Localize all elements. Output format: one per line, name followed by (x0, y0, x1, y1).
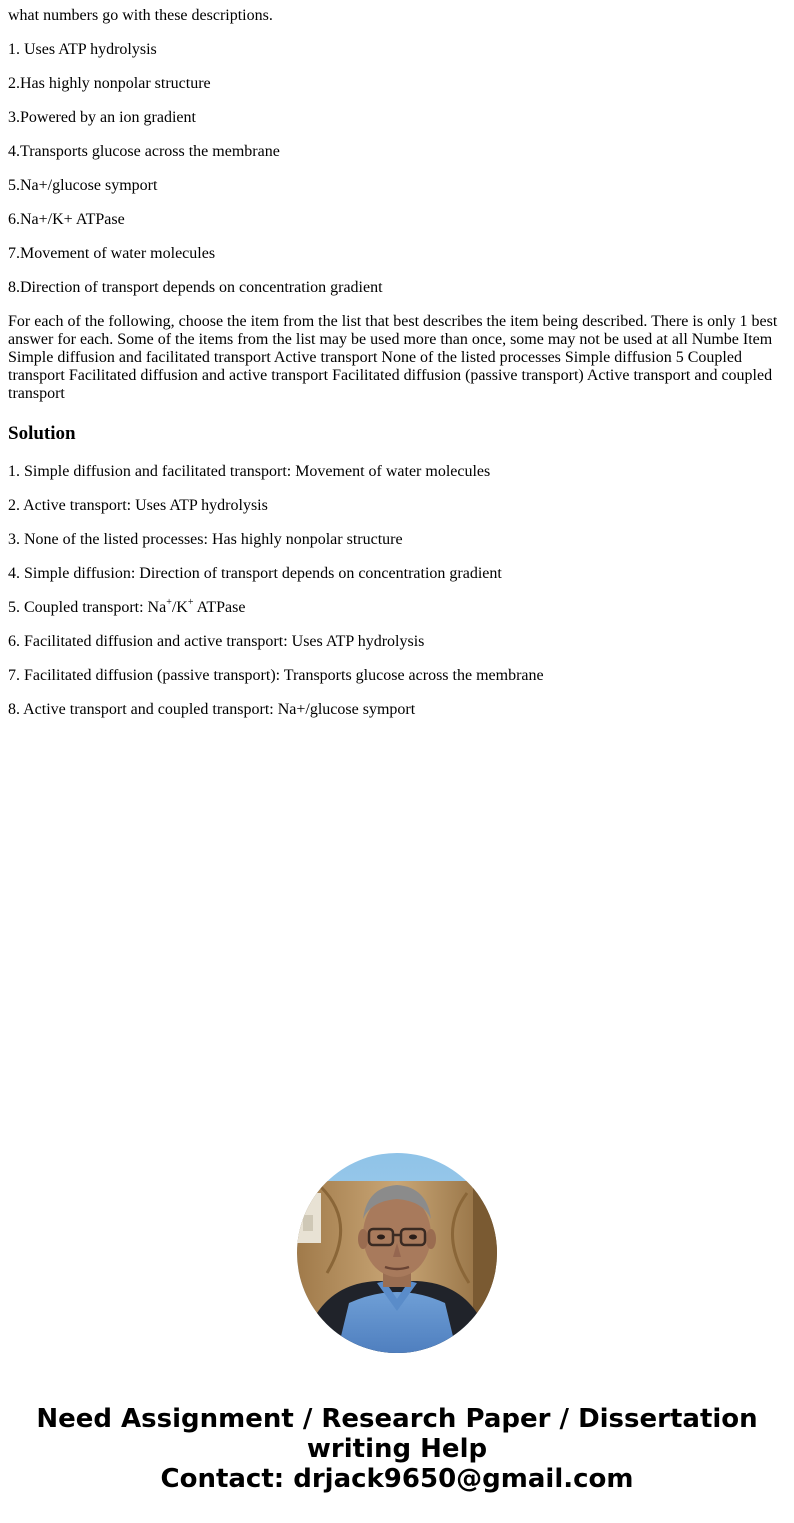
question-intro: what numbers go with these descriptions. (8, 7, 273, 24)
answer-item: 7. Facilitated diffusion (passive transport): Transports glucose across the membrane (8, 667, 544, 684)
avatar-portrait-icon (297, 1153, 497, 1353)
description-item: 3.Powered by an ion gradient (8, 109, 196, 126)
question-instructions: For each of the following, choose the item from the list that best describes the item being described. There is only 1 best answer for each. Some of the items from the list may be used more than once, some may not be used at all Numbe Item Simple diffusion and facilitated transport Active transport None of the listed processes Simple diffusion 5 Coupled transport Facilitated diffusion and active transport Facilitated diffusion (passive transport) Active transport and coupled transport (8, 313, 778, 402)
description-item: 8.Direction of transport depends on concentration gradient (8, 279, 383, 296)
answer-item: 2. Active transport: Uses ATP hydrolysis (8, 497, 268, 514)
description-item: 5.Na+/glucose symport (8, 177, 158, 194)
promo-line-2: writing Help (306, 1434, 488, 1464)
answer-item: 3. None of the listed processes: Has highly nonpolar structure (8, 531, 403, 548)
description-item: 1. Uses ATP hydrolysis (8, 41, 157, 58)
description-item: 2.Has highly nonpolar structure (8, 75, 211, 92)
description-item: 7.Movement of water molecules (8, 245, 216, 262)
answer-5-prefix: 5. Coupled transport: Na (8, 599, 167, 616)
answer-item-5 (8, 596, 786, 617)
answer-item: 4. Simple diffusion: Direction of transport depends on concentration gradient (8, 565, 502, 582)
description-item: 6.Na+/K+ ATPase (8, 211, 125, 228)
document-body (8, 0, 786, 719)
promo-footer (0, 1404, 794, 1494)
promo-line-1: Need Assignment / Research Paper / Dissertation (36, 1404, 758, 1434)
answer-5-mid: /K (171, 599, 188, 616)
description-item: 4.Transports glucose across the membrane (8, 143, 280, 160)
contact-email: Contact: drjack9650@gmail.com (160, 1464, 634, 1494)
answer-item: 1. Simple diffusion and facilitated transport: Movement of water molecules (8, 463, 491, 480)
superscript-plus: + (166, 596, 172, 608)
answer-item: 6. Facilitated diffusion and active transport: Uses ATP hydrolysis (8, 633, 425, 650)
author-avatar (297, 1153, 497, 1353)
answer-5-suffix: ATPase (193, 599, 246, 616)
superscript-plus: + (187, 596, 194, 608)
solution-heading: Solution (8, 423, 76, 444)
answer-item: 8. Active transport and coupled transport: Na+/glucose symport (8, 701, 416, 718)
